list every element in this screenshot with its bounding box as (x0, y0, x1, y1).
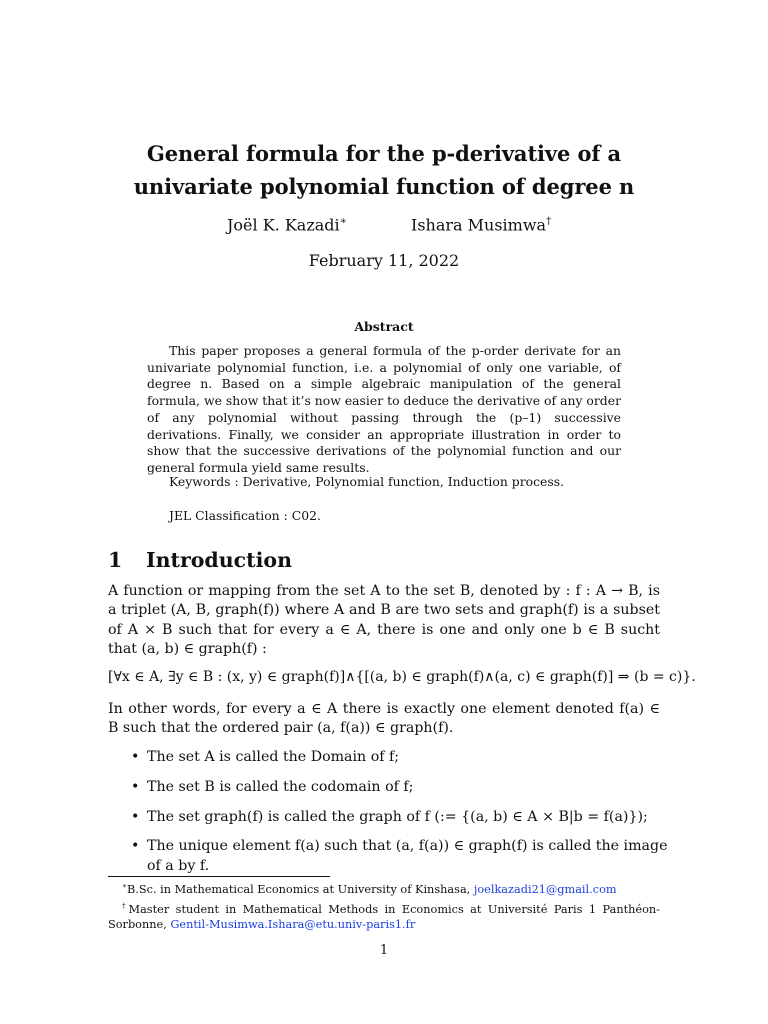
footnote-2 (108, 898, 660, 933)
function-definition-formula: [∀x ∈ A, ∃y ∈ B : (x, y) ∈ graph(f)]∧{[(a, b) ∈ graph(f)∧(a, c) ∈ graph(f)] ⇒ (b = c)}. (108, 669, 696, 685)
author-2-email-link[interactable]: Gentil-Musimwa.Ishara@etu.univ-paris1.fr (170, 918, 416, 932)
intro-paragraph-1: A function or mapping from the set A to the set B, denoted by : f : A → B, is a triplet (A, B, graph(f)) where A and B are two sets and graph(f) is a subset of A × B such that for every a ∈ A, there is one and only one b ∈ B sucht that (a, b) ∈ graph(f) : (108, 583, 660, 657)
abstract-body (147, 343, 621, 477)
bullet-icon: • (131, 749, 140, 765)
footnote-2-mark: † (122, 900, 129, 910)
footnote-2-text: Master student in Mathematical Methods in Economics at Université Paris 1 Panthéon-Sorbonne, (108, 902, 660, 932)
bullet-icon: • (131, 778, 140, 795)
list-item-text: The set graph(f) is called the graph of f (:= {(a, b) ∈ A × B|b = f(a)}); (147, 808, 648, 825)
footnotes (108, 878, 660, 933)
footnote-1-text: B.Sc. in Mathematical Economics at University of Kinshasa, (126, 882, 474, 896)
footnote-rule (108, 876, 330, 877)
footnote-1 (108, 878, 660, 898)
author-1 (227, 215, 347, 234)
author-1-email-link[interactable]: joelkazadi21@gmail.com (473, 882, 617, 896)
abstract-text: This paper proposes a general formula of the p-order derivate for an univariate polynomial function, i.e. a polynomial of only one variable, of degree n. Based on a simple algebraic manipulation of the general formula, we show that it’s now easier to deduce the derivative of any order of any polynomial without passing through the (p–1) successive derivations. Finally, we consider an appropriate illustration in order to show that the successive derivations of the polynomial function and our general formula yield same results. (147, 343, 621, 475)
jel-classification: JEL Classification : C02. (169, 508, 321, 523)
list-item-text: The set A is called the Domain of f; (147, 749, 400, 765)
section-heading (108, 548, 292, 572)
page-number: 1 (379, 943, 389, 958)
bullet-icon: • (131, 808, 140, 825)
list-item (108, 778, 668, 797)
paper-title (100, 137, 668, 203)
bullet-icon: • (131, 838, 140, 855)
author-2-mark: † (546, 215, 552, 227)
author-1-name: Joël K. Kazadi (227, 215, 340, 235)
intro-paragraph-2: In other words, for every a ∈ A there is exactly one element denoted f(a) ∈ B such that the ordered pair (a, f(a)) ∈ graph(f). (108, 701, 660, 737)
list-item-text: The set B is called the codomain of f; (147, 778, 414, 795)
title-line-2: univariate polynomial function of degree n (133, 174, 635, 199)
section-title: Introduction (146, 548, 292, 572)
section-number: 1 (108, 548, 123, 572)
publication-date: February 11, 2022 (308, 251, 460, 270)
author-2 (411, 215, 551, 234)
abstract-heading: Abstract (354, 319, 414, 334)
list-item (108, 808, 668, 827)
definition-list (108, 748, 668, 886)
author-1-mark: ∗ (339, 215, 347, 227)
list-item (108, 837, 668, 876)
footnote-1-mark: ∗ (122, 881, 127, 890)
author-2-name: Ishara Musimwa (411, 215, 547, 235)
list-item-text: The unique element f(a) such that (a, f(a)) ∈ graph(f) is called the image of a by f. (147, 838, 668, 874)
list-item (108, 748, 668, 767)
keywords: Keywords : Derivative, Polynomial function, Induction process. (169, 474, 565, 489)
title-line-1: General formula for the p-derivative of a (146, 141, 622, 166)
